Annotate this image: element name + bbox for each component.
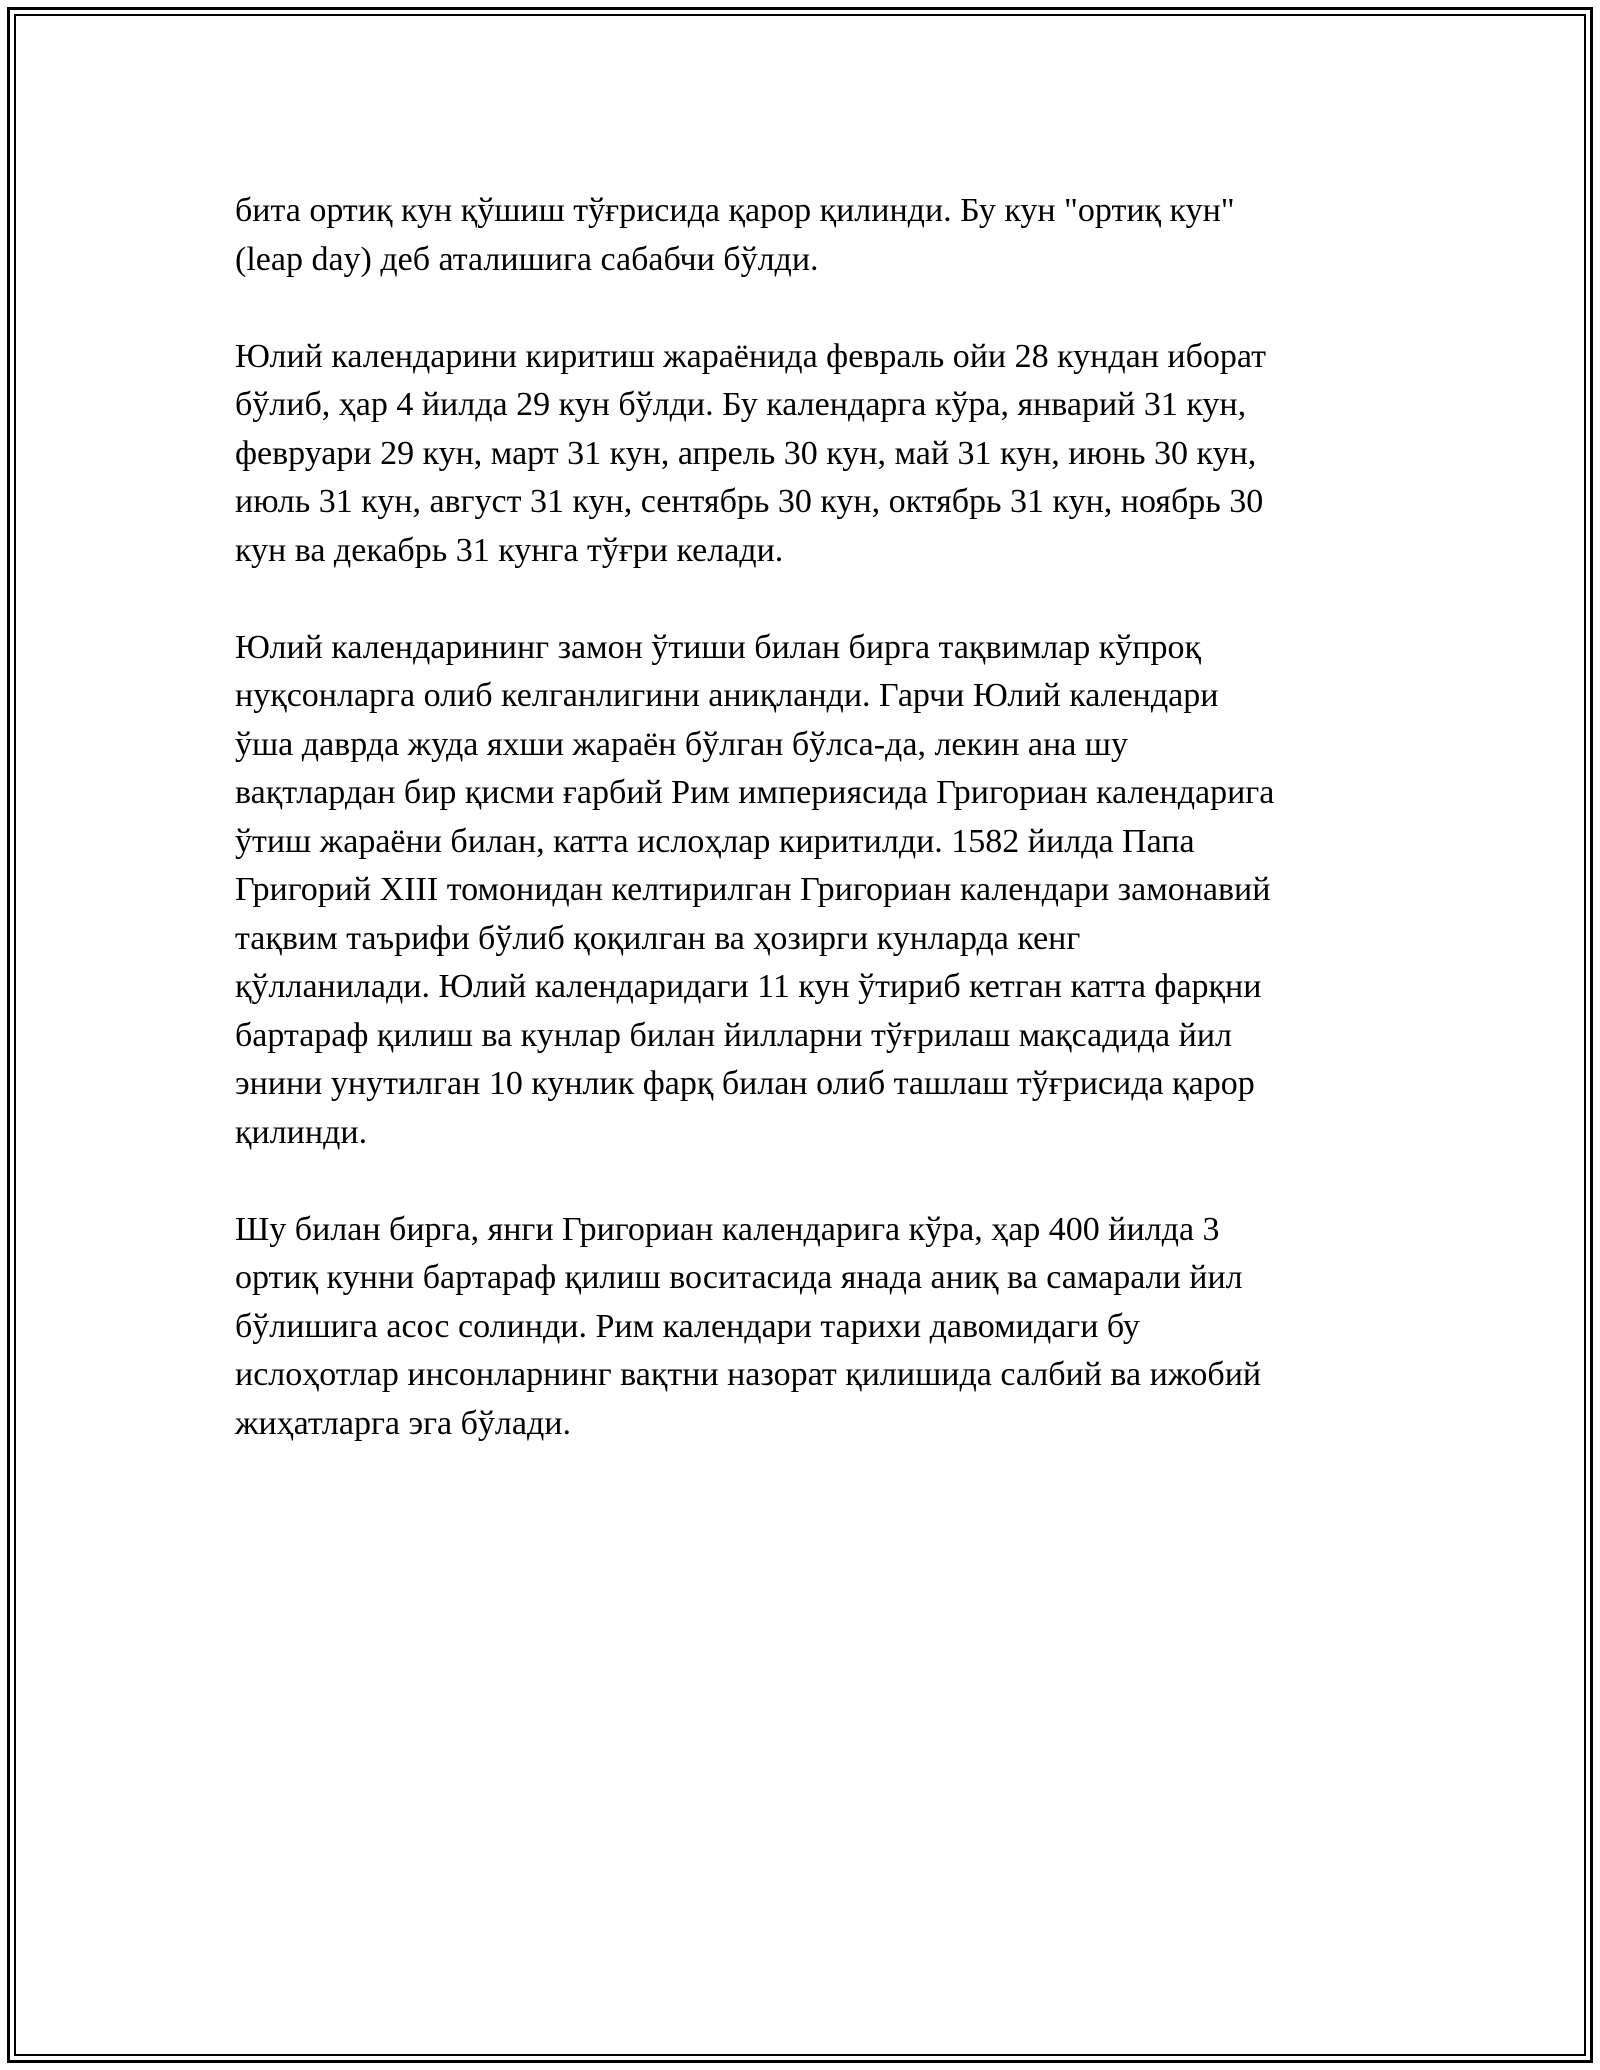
- text-line: бартараф қилиш ва кунлар билан йилларни тўғрилаш мақсадида йил: [235, 1016, 1232, 1054]
- paragraph-4: [235, 1206, 1385, 1449]
- text-line: вақтлардан бир қисми ғарбий Рим империясида Григориан календарига: [235, 774, 1275, 811]
- text-line: ислоҳотлар инсонларнинг вақтни назорат қилишида салбий ва ижобий: [235, 1356, 1262, 1393]
- text-line: Григорий XIII томонидан келтирилган Григориан календари замонавий: [235, 871, 1271, 908]
- paragraph-1: [235, 187, 1385, 284]
- text-line: тақвим таърифи бўлиб қоқилган ва ҳозирги кунларда кенг: [235, 919, 1081, 957]
- paragraph-3: [235, 624, 1385, 1158]
- text-line: (leap day) деб аталишига сабабчи бўлди.: [235, 240, 819, 278]
- text-line: Юлий календарининг замон ўтиши билан бирга тақвимлар кўпроқ: [235, 628, 1201, 666]
- text-line: энини унутилган 10 кунлик фарқ билан олиб ташлаш тўғрисида қарор: [235, 1065, 1255, 1102]
- text-line: ўтиш жараёни билан, катта ислоҳлар киритилди. 1582 йилда Папа: [235, 822, 1195, 860]
- text-line: ўша даврда жуда яхши жараён бўлган бўлса-да, лекин ана шу: [235, 725, 1128, 763]
- text-line: жиҳатларга эга бўлади.: [235, 1404, 571, 1442]
- document-body: [235, 187, 1385, 1497]
- text-line: қўлланилади. Юлий календаридаги 11 кун ўтириб кетган катта фарқни: [235, 968, 1262, 1005]
- text-line: кун ва декабрь 31 кунга тўғри келади.: [235, 531, 784, 569]
- text-line: июль 31 кун, август 31 кун, сентябрь 30 кун, октябрь 31 кун, ноябрь 30: [235, 483, 1264, 520]
- text-line: Юлий календарини киритиш жараёнида февраль ойи 28 кундан иборат: [235, 337, 1266, 375]
- text-line: Шу билан бирга, янги Григориан календарига кўра, ҳар 400 йилда 3: [235, 1210, 1220, 1248]
- text-line: бўлишига асос солинди. Рим календари тарихи давомидаги бу: [235, 1307, 1140, 1345]
- text-line: нуқсонларга олиб келганлигини аниқланди. Гарчи Юлий календари: [235, 677, 1219, 714]
- text-line: бўлиб, ҳар 4 йилда 29 кун бўлди. Бу календарга кўра, январий 31 кун,: [235, 386, 1247, 423]
- text-line: бита ортиқ кун қўшиш тўғрисида қарор қилинди. Бу кун "ортиқ кун": [235, 192, 1235, 229]
- text-line: қилинди.: [235, 1113, 368, 1151]
- text-line: февруари 29 кун, март 31 кун, апрель 30 кун, май 31 кун, июнь 30 кун,: [235, 434, 1257, 472]
- paragraph-2: [235, 333, 1385, 576]
- text-line: ортиқ кунни бартараф қилиш воситасида янада аниқ ва самарали йил: [235, 1259, 1243, 1296]
